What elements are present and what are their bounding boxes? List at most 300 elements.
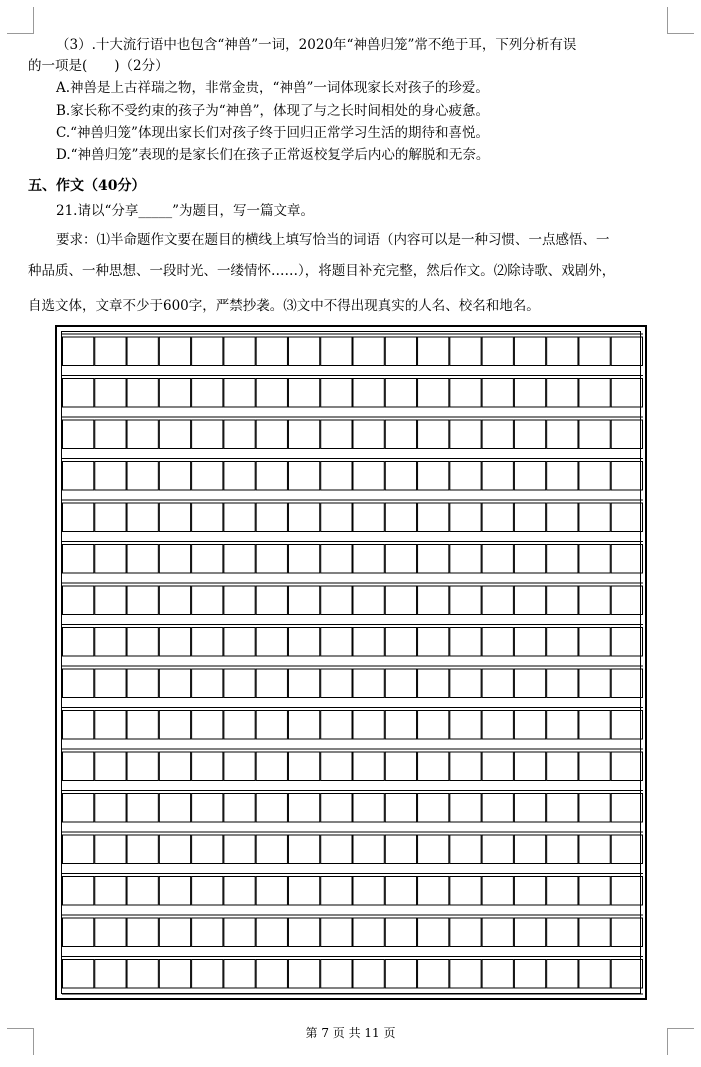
grid-cell[interactable] xyxy=(353,669,384,698)
grid-cell[interactable] xyxy=(418,503,449,532)
grid-cell[interactable] xyxy=(514,628,545,657)
grid-cell[interactable] xyxy=(450,462,481,491)
grid-cell[interactable] xyxy=(127,337,158,366)
grid-cell[interactable] xyxy=(224,503,255,532)
grid-cell[interactable] xyxy=(159,628,190,657)
grid-cell[interactable] xyxy=(579,628,610,657)
grid-cell[interactable] xyxy=(450,586,481,615)
grid-cell[interactable] xyxy=(288,379,319,408)
grid-cell[interactable] xyxy=(385,918,416,947)
grid-cell[interactable] xyxy=(385,545,416,574)
grid-cell[interactable] xyxy=(321,545,352,574)
grid-cell[interactable] xyxy=(192,669,223,698)
grid-cell[interactable] xyxy=(450,420,481,449)
grid-cell[interactable] xyxy=(63,752,94,781)
grid-cell[interactable] xyxy=(579,586,610,615)
grid-cell[interactable] xyxy=(288,794,319,823)
grid-cell[interactable] xyxy=(127,669,158,698)
grid-cell[interactable] xyxy=(514,586,545,615)
grid-cell[interactable] xyxy=(321,877,352,906)
grid-cell[interactable] xyxy=(353,960,384,989)
grid-cell[interactable] xyxy=(482,628,513,657)
grid-cell[interactable] xyxy=(547,628,578,657)
grid-cell[interactable] xyxy=(611,960,642,989)
grid-cell[interactable] xyxy=(514,711,545,740)
grid-cell[interactable] xyxy=(450,918,481,947)
grid-cell[interactable] xyxy=(579,379,610,408)
grid-cell[interactable] xyxy=(418,420,449,449)
grid-row xyxy=(62,583,643,615)
grid-cell[interactable] xyxy=(159,835,190,864)
grid-cell[interactable] xyxy=(385,462,416,491)
grid-cell[interactable] xyxy=(321,379,352,408)
requirements-line-2: 种品质、一种思想、一段时光、一缕情怀……），将题目补充完整，然后作文。⑵除诗歌、戏剧外， xyxy=(28,263,616,279)
grid-cell[interactable] xyxy=(321,835,352,864)
grid-cell[interactable] xyxy=(418,918,449,947)
grid-cell[interactable] xyxy=(611,835,642,864)
grid-cell[interactable] xyxy=(514,669,545,698)
grid-cell[interactable] xyxy=(224,794,255,823)
grid-cell[interactable] xyxy=(450,752,481,781)
grid-cell[interactable] xyxy=(547,545,578,574)
grid-cell[interactable] xyxy=(127,379,158,408)
grid-cell[interactable] xyxy=(127,794,158,823)
grid-cell[interactable] xyxy=(127,752,158,781)
grid-cell[interactable] xyxy=(611,503,642,532)
grid-cell[interactable] xyxy=(288,669,319,698)
grid-cell[interactable] xyxy=(482,960,513,989)
grid-cell[interactable] xyxy=(418,586,449,615)
grid-cell[interactable] xyxy=(579,462,610,491)
grid-cell[interactable] xyxy=(95,503,126,532)
grid-cell[interactable] xyxy=(63,379,94,408)
grid-cell[interactable] xyxy=(192,960,223,989)
grid-cell[interactable] xyxy=(450,794,481,823)
grid-cell[interactable] xyxy=(159,420,190,449)
grid-cell[interactable] xyxy=(256,420,287,449)
grid-cell[interactable] xyxy=(224,628,255,657)
crop-mark-top-right xyxy=(667,7,694,34)
grid-cell[interactable] xyxy=(95,835,126,864)
grid-cell[interactable] xyxy=(192,545,223,574)
grid-cell[interactable] xyxy=(127,628,158,657)
grid-cell[interactable] xyxy=(385,960,416,989)
grid-cell[interactable] xyxy=(288,711,319,740)
grid-cell[interactable] xyxy=(256,877,287,906)
grid-cell[interactable] xyxy=(450,379,481,408)
grid-cell[interactable] xyxy=(321,669,352,698)
grid-cell[interactable] xyxy=(418,337,449,366)
grid-cell[interactable] xyxy=(547,794,578,823)
grid-cell[interactable] xyxy=(418,835,449,864)
grid-cell[interactable] xyxy=(385,628,416,657)
grid-cell[interactable] xyxy=(547,835,578,864)
grid-cell[interactable] xyxy=(95,877,126,906)
grid-cell[interactable] xyxy=(159,545,190,574)
grid-cell[interactable] xyxy=(63,960,94,989)
grid-cell[interactable] xyxy=(482,503,513,532)
grid-cell[interactable] xyxy=(450,628,481,657)
grid-cell[interactable] xyxy=(482,462,513,491)
grid-cell[interactable] xyxy=(192,503,223,532)
grid-cell[interactable] xyxy=(321,337,352,366)
grid-cell[interactable] xyxy=(224,877,255,906)
grid-cell[interactable] xyxy=(288,586,319,615)
grid-cell[interactable] xyxy=(547,960,578,989)
grid-cell[interactable] xyxy=(159,711,190,740)
grid-cell[interactable] xyxy=(321,628,352,657)
grid-cell[interactable] xyxy=(63,503,94,532)
grid-cell[interactable] xyxy=(385,586,416,615)
grid-cell[interactable] xyxy=(418,669,449,698)
grid-cell[interactable] xyxy=(127,503,158,532)
grid-cell[interactable] xyxy=(353,752,384,781)
grid-cell[interactable] xyxy=(514,545,545,574)
grid-cell[interactable] xyxy=(579,752,610,781)
grid-cell[interactable] xyxy=(224,669,255,698)
grid-cell[interactable] xyxy=(224,379,255,408)
grid-cell[interactable] xyxy=(514,918,545,947)
grid-cell[interactable] xyxy=(127,960,158,989)
grid-cell[interactable] xyxy=(579,337,610,366)
grid-cell[interactable] xyxy=(95,545,126,574)
grid-cell[interactable] xyxy=(127,545,158,574)
grid-cell[interactable] xyxy=(482,918,513,947)
grid-cell[interactable] xyxy=(579,711,610,740)
grid-cell[interactable] xyxy=(385,711,416,740)
grid-cell[interactable] xyxy=(288,877,319,906)
grid-cell[interactable] xyxy=(611,420,642,449)
grid-cell[interactable] xyxy=(192,877,223,906)
grid-cell[interactable] xyxy=(95,918,126,947)
grid-cell[interactable] xyxy=(288,918,319,947)
grid-cell[interactable] xyxy=(159,794,190,823)
grid-cell[interactable] xyxy=(159,462,190,491)
grid-cell[interactable] xyxy=(353,503,384,532)
grid-cell[interactable] xyxy=(224,545,255,574)
grid-cell[interactable] xyxy=(63,794,94,823)
grid-cell[interactable] xyxy=(288,835,319,864)
grid-cell[interactable] xyxy=(192,462,223,491)
grid-cell[interactable] xyxy=(63,337,94,366)
grid-cell[interactable] xyxy=(95,586,126,615)
grid-row xyxy=(62,749,643,781)
grid-cell[interactable] xyxy=(611,379,642,408)
grid-cell[interactable] xyxy=(353,545,384,574)
grid-cell[interactable] xyxy=(482,794,513,823)
grid-cell[interactable] xyxy=(482,420,513,449)
grid-cell[interactable] xyxy=(353,462,384,491)
grid-cell[interactable] xyxy=(385,752,416,781)
grid-cell[interactable] xyxy=(192,752,223,781)
grid-cell[interactable] xyxy=(95,628,126,657)
grid-cell[interactable] xyxy=(611,877,642,906)
grid-cell[interactable] xyxy=(385,420,416,449)
grid-cell[interactable] xyxy=(450,877,481,906)
grid-cell[interactable] xyxy=(63,711,94,740)
grid-cell[interactable] xyxy=(353,586,384,615)
grid-cell[interactable] xyxy=(256,462,287,491)
grid-cell[interactable] xyxy=(353,877,384,906)
grid-cell[interactable] xyxy=(547,420,578,449)
grid-cell[interactable] xyxy=(611,337,642,366)
grid-cell[interactable] xyxy=(95,794,126,823)
grid-cell[interactable] xyxy=(224,835,255,864)
grid-cell[interactable] xyxy=(192,337,223,366)
grid-cell[interactable] xyxy=(95,669,126,698)
grid-cell[interactable] xyxy=(256,379,287,408)
grid-cell[interactable] xyxy=(288,462,319,491)
grid-cell[interactable] xyxy=(256,628,287,657)
grid-cell[interactable] xyxy=(353,420,384,449)
grid-cell[interactable] xyxy=(192,420,223,449)
grid-cell[interactable] xyxy=(579,835,610,864)
grid-cell[interactable] xyxy=(385,379,416,408)
grid-cell[interactable] xyxy=(514,379,545,408)
grid-cell[interactable] xyxy=(418,379,449,408)
grid-cell[interactable] xyxy=(547,711,578,740)
grid-cell[interactable] xyxy=(63,628,94,657)
grid-cell[interactable] xyxy=(611,628,642,657)
writing-sheet xyxy=(55,325,647,1000)
grid-cell[interactable] xyxy=(256,503,287,532)
grid-cell[interactable] xyxy=(321,711,352,740)
grid-cell[interactable] xyxy=(256,960,287,989)
grid-cell[interactable] xyxy=(256,918,287,947)
writing-sheet-inner-border xyxy=(61,331,641,994)
grid-cell[interactable] xyxy=(321,462,352,491)
grid-cell[interactable] xyxy=(192,586,223,615)
grid-cell[interactable] xyxy=(256,586,287,615)
grid-cell[interactable] xyxy=(63,545,94,574)
grid-cell[interactable] xyxy=(159,918,190,947)
grid-cell[interactable] xyxy=(224,420,255,449)
grid-cell[interactable] xyxy=(514,752,545,781)
grid-cell[interactable] xyxy=(514,877,545,906)
grid-cell[interactable] xyxy=(353,337,384,366)
grid-cell[interactable] xyxy=(256,669,287,698)
grid-cell[interactable] xyxy=(547,669,578,698)
grid-cell[interactable] xyxy=(611,545,642,574)
grid-cell[interactable] xyxy=(288,420,319,449)
grid-cell[interactable] xyxy=(482,545,513,574)
grid-cell[interactable] xyxy=(482,586,513,615)
grid-cell[interactable] xyxy=(611,669,642,698)
grid-cell[interactable] xyxy=(224,337,255,366)
grid-cell[interactable] xyxy=(256,794,287,823)
grid-cell[interactable] xyxy=(63,918,94,947)
grid-cell[interactable] xyxy=(288,503,319,532)
grid-cell[interactable] xyxy=(579,960,610,989)
grid-cell[interactable] xyxy=(579,877,610,906)
grid-cell[interactable] xyxy=(418,545,449,574)
grid-cell[interactable] xyxy=(611,586,642,615)
grid-cell[interactable] xyxy=(385,835,416,864)
grid-cell[interactable] xyxy=(482,752,513,781)
grid-row xyxy=(62,542,643,574)
grid-cell[interactable] xyxy=(224,462,255,491)
page-footer: 第 7 页 共 11 页 xyxy=(305,1026,396,1040)
grid-cell[interactable] xyxy=(192,628,223,657)
grid-cell[interactable] xyxy=(321,503,352,532)
grid-cell[interactable] xyxy=(482,379,513,408)
grid-cell[interactable] xyxy=(192,379,223,408)
grid-cell[interactable] xyxy=(482,877,513,906)
grid-cell[interactable] xyxy=(159,877,190,906)
grid-cell[interactable] xyxy=(385,877,416,906)
grid-cell[interactable] xyxy=(547,752,578,781)
grid-cell[interactable] xyxy=(159,379,190,408)
grid-cell[interactable] xyxy=(482,835,513,864)
grid-cell[interactable] xyxy=(514,462,545,491)
grid-cell[interactable] xyxy=(450,503,481,532)
grid-cell[interactable] xyxy=(611,752,642,781)
grid-cell[interactable] xyxy=(288,628,319,657)
grid-cell[interactable] xyxy=(450,669,481,698)
grid-cell[interactable] xyxy=(256,337,287,366)
grid-cell[interactable] xyxy=(127,586,158,615)
question-3-line-2: 的一项是( )（2分） xyxy=(28,58,169,74)
grid-cell[interactable] xyxy=(514,835,545,864)
grid-cell[interactable] xyxy=(321,752,352,781)
grid-cell[interactable] xyxy=(450,545,481,574)
grid-cell[interactable] xyxy=(159,337,190,366)
grid-cell[interactable] xyxy=(579,918,610,947)
grid-cell[interactable] xyxy=(547,586,578,615)
grid-cell[interactable] xyxy=(450,960,481,989)
grid-cell[interactable] xyxy=(321,586,352,615)
grid-cell[interactable] xyxy=(482,711,513,740)
grid-cell[interactable] xyxy=(579,669,610,698)
grid-cell[interactable] xyxy=(547,337,578,366)
grid-cell[interactable] xyxy=(95,379,126,408)
grid-cell[interactable] xyxy=(611,711,642,740)
grid-cell[interactable] xyxy=(127,877,158,906)
grid-cell[interactable] xyxy=(192,835,223,864)
grid-cell[interactable] xyxy=(192,711,223,740)
grid-cell[interactable] xyxy=(547,918,578,947)
grid-cell[interactable] xyxy=(63,420,94,449)
grid-cell[interactable] xyxy=(192,918,223,947)
grid-cell[interactable] xyxy=(418,877,449,906)
grid-cell[interactable] xyxy=(63,835,94,864)
grid-cell[interactable] xyxy=(224,586,255,615)
grid-cell[interactable] xyxy=(127,711,158,740)
grid-cell[interactable] xyxy=(547,503,578,532)
grid-cell[interactable] xyxy=(63,877,94,906)
grid-cell[interactable] xyxy=(95,752,126,781)
grid-cell[interactable] xyxy=(514,794,545,823)
grid-cell[interactable] xyxy=(256,545,287,574)
grid-cell[interactable] xyxy=(288,337,319,366)
grid-cell[interactable] xyxy=(256,835,287,864)
grid-cell[interactable] xyxy=(385,503,416,532)
grid-cell[interactable] xyxy=(353,711,384,740)
grid-cell[interactable] xyxy=(547,877,578,906)
grid-cell[interactable] xyxy=(482,337,513,366)
grid-cell[interactable] xyxy=(224,960,255,989)
grid-cell[interactable] xyxy=(482,669,513,698)
grid-cell[interactable] xyxy=(353,379,384,408)
grid-cell[interactable] xyxy=(547,379,578,408)
grid-cell[interactable] xyxy=(288,545,319,574)
grid-row xyxy=(62,417,643,449)
grid-cell[interactable] xyxy=(63,586,94,615)
grid-cell[interactable] xyxy=(450,711,481,740)
grid-cell[interactable] xyxy=(450,337,481,366)
grid-cell[interactable] xyxy=(159,669,190,698)
grid-cell[interactable] xyxy=(63,669,94,698)
grid-cell[interactable] xyxy=(127,918,158,947)
grid-cell[interactable] xyxy=(418,628,449,657)
grid-cell[interactable] xyxy=(450,835,481,864)
option-b: B.家长称不受约束的孩子为“神兽”，体现了与之长时间相处的身心疲惫。 xyxy=(56,103,490,119)
grid-cell[interactable] xyxy=(579,503,610,532)
grid-cell[interactable] xyxy=(256,711,287,740)
grid-cell[interactable] xyxy=(385,794,416,823)
grid-cell[interactable] xyxy=(321,960,352,989)
grid-cell[interactable] xyxy=(95,420,126,449)
grid-cell[interactable] xyxy=(224,918,255,947)
grid-cell[interactable] xyxy=(514,420,545,449)
grid-cell[interactable] xyxy=(514,337,545,366)
grid-cell[interactable] xyxy=(321,794,352,823)
grid-cell[interactable] xyxy=(127,420,158,449)
grid-cell[interactable] xyxy=(288,960,319,989)
grid-cell[interactable] xyxy=(579,420,610,449)
grid-cell[interactable] xyxy=(353,794,384,823)
grid-cell[interactable] xyxy=(418,752,449,781)
grid-cell[interactable] xyxy=(418,794,449,823)
grid-cell[interactable] xyxy=(611,794,642,823)
grid-cell[interactable] xyxy=(224,752,255,781)
grid-cell[interactable] xyxy=(418,711,449,740)
grid-cell[interactable] xyxy=(611,918,642,947)
grid-cell[interactable] xyxy=(418,960,449,989)
grid-cell[interactable] xyxy=(95,462,126,491)
grid-cell[interactable] xyxy=(127,462,158,491)
grid-cell[interactable] xyxy=(159,752,190,781)
grid-cell[interactable] xyxy=(159,586,190,615)
grid-cell[interactable] xyxy=(321,918,352,947)
grid-cell[interactable] xyxy=(353,628,384,657)
grid-cell[interactable] xyxy=(353,918,384,947)
grid-cell[interactable] xyxy=(418,462,449,491)
grid-cell[interactable] xyxy=(385,337,416,366)
requirements-line-3: 自选文体，文章不少于600字，严禁抄袭。⑶文中不得出现真实的人名、校名和地名。 xyxy=(28,298,540,314)
grid-cell[interactable] xyxy=(514,503,545,532)
grid-cell[interactable] xyxy=(256,752,287,781)
grid-cell[interactable] xyxy=(288,752,319,781)
grid-cell[interactable] xyxy=(95,711,126,740)
grid-cell[interactable] xyxy=(611,462,642,491)
grid-cell[interactable] xyxy=(547,462,578,491)
grid-cell[interactable] xyxy=(353,835,384,864)
grid-cell[interactable] xyxy=(192,794,223,823)
grid-cell[interactable] xyxy=(224,711,255,740)
grid-cell[interactable] xyxy=(385,669,416,698)
grid-cell[interactable] xyxy=(579,794,610,823)
grid-cell[interactable] xyxy=(95,960,126,989)
grid-cell[interactable] xyxy=(127,835,158,864)
grid-cell[interactable] xyxy=(63,462,94,491)
grid-cell[interactable] xyxy=(321,420,352,449)
grid-cell[interactable] xyxy=(95,337,126,366)
grid-cell[interactable] xyxy=(159,960,190,989)
grid-cell[interactable] xyxy=(514,960,545,989)
grid-cell[interactable] xyxy=(579,545,610,574)
grid-cell[interactable] xyxy=(159,503,190,532)
